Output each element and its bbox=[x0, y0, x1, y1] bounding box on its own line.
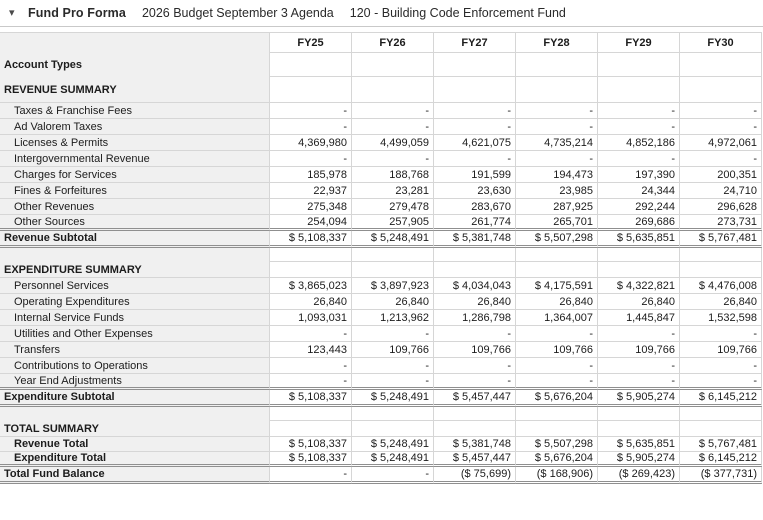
cell-value: - bbox=[434, 358, 516, 374]
cell-value bbox=[270, 248, 352, 262]
cell-value: - bbox=[598, 119, 680, 135]
row-label: Fines & Forfeitures bbox=[0, 183, 270, 199]
cell-value: 1,445,847 bbox=[598, 310, 680, 326]
cell-value: 4,621,075 bbox=[434, 135, 516, 151]
row-label: REVENUE SUMMARY bbox=[0, 77, 270, 103]
table-row bbox=[0, 231, 762, 248]
cell-value: - bbox=[434, 119, 516, 135]
row-label bbox=[0, 248, 270, 262]
cell-value: $ 5,248,491 bbox=[352, 231, 434, 248]
table-row bbox=[0, 310, 762, 326]
cell-value bbox=[434, 77, 516, 103]
cell-value: - bbox=[352, 103, 434, 119]
cell-value: $ 5,635,851 bbox=[598, 437, 680, 452]
cell-value: $ 4,034,043 bbox=[434, 278, 516, 294]
cell-value bbox=[680, 248, 762, 262]
cell-value bbox=[434, 421, 516, 437]
table-row bbox=[0, 407, 762, 421]
cell-value: - bbox=[352, 151, 434, 167]
cell-value: 4,972,061 bbox=[680, 135, 762, 151]
cell-value: $ 5,248,491 bbox=[352, 452, 434, 467]
row-label: Transfers bbox=[0, 342, 270, 358]
column-header-fy29: FY29 bbox=[598, 32, 680, 53]
cell-value: 24,710 bbox=[680, 183, 762, 199]
report-title: Fund Pro Forma bbox=[28, 6, 126, 20]
cell-value: 4,735,214 bbox=[516, 135, 598, 151]
cell-value bbox=[270, 421, 352, 437]
cell-value: 123,443 bbox=[270, 342, 352, 358]
cell-value: 275,348 bbox=[270, 199, 352, 215]
cell-value: $ 5,381,748 bbox=[434, 231, 516, 248]
row-label: TOTAL SUMMARY bbox=[0, 421, 270, 437]
cell-value bbox=[352, 248, 434, 262]
row-label: Revenue Subtotal bbox=[0, 231, 270, 248]
cell-value bbox=[352, 77, 434, 103]
cell-value: 292,244 bbox=[598, 199, 680, 215]
cell-value: 257,905 bbox=[352, 215, 434, 231]
cell-value: 4,369,980 bbox=[270, 135, 352, 151]
cell-value: - bbox=[680, 119, 762, 135]
cell-value: 188,768 bbox=[352, 167, 434, 183]
cell-value: 109,766 bbox=[680, 342, 762, 358]
table-row bbox=[0, 103, 762, 119]
cell-value: 283,670 bbox=[434, 199, 516, 215]
row-label: Operating Expenditures bbox=[0, 294, 270, 310]
cell-value: 269,686 bbox=[598, 215, 680, 231]
cell-value: $ 5,905,274 bbox=[598, 452, 680, 467]
cell-value: - bbox=[680, 358, 762, 374]
cell-value: - bbox=[516, 374, 598, 390]
cell-value: - bbox=[598, 326, 680, 342]
row-label bbox=[0, 407, 270, 421]
table-header-row bbox=[0, 32, 762, 53]
cell-value: $ 5,381,748 bbox=[434, 437, 516, 452]
cell-value: 191,599 bbox=[434, 167, 516, 183]
table-row bbox=[0, 215, 762, 231]
table-row bbox=[0, 119, 762, 135]
row-label: Personnel Services bbox=[0, 278, 270, 294]
cell-value: $ 5,457,447 bbox=[434, 452, 516, 467]
cell-value: ($ 377,731) bbox=[680, 467, 762, 484]
cell-value: 26,840 bbox=[516, 294, 598, 310]
column-header-fy25: FY25 bbox=[270, 32, 352, 53]
cell-value: 200,351 bbox=[680, 167, 762, 183]
cell-value: $ 3,865,023 bbox=[270, 278, 352, 294]
cell-value: - bbox=[434, 103, 516, 119]
cell-value: $ 5,767,481 bbox=[680, 437, 762, 452]
cell-value: 194,473 bbox=[516, 167, 598, 183]
cell-value: 23,630 bbox=[434, 183, 516, 199]
cell-value: ($ 168,906) bbox=[516, 467, 598, 484]
pro-forma-table bbox=[0, 32, 762, 484]
cell-value bbox=[434, 53, 516, 77]
cell-value bbox=[680, 421, 762, 437]
table-row bbox=[0, 183, 762, 199]
cell-value: - bbox=[270, 374, 352, 390]
cell-value bbox=[434, 248, 516, 262]
cell-value bbox=[598, 248, 680, 262]
table-row bbox=[0, 77, 762, 103]
table-row bbox=[0, 151, 762, 167]
cell-value: $ 5,507,298 bbox=[516, 437, 598, 452]
cell-value: - bbox=[516, 103, 598, 119]
row-label-header bbox=[0, 32, 270, 53]
table-row bbox=[0, 294, 762, 310]
cell-value: $ 5,905,274 bbox=[598, 390, 680, 407]
cell-value: $ 4,175,591 bbox=[516, 278, 598, 294]
cell-value: - bbox=[352, 374, 434, 390]
cell-value: $ 5,108,337 bbox=[270, 390, 352, 407]
cell-value: 1,213,962 bbox=[352, 310, 434, 326]
table-row bbox=[0, 167, 762, 183]
table-row bbox=[0, 199, 762, 215]
cell-value: - bbox=[680, 103, 762, 119]
cell-value bbox=[352, 53, 434, 77]
cell-value: 197,390 bbox=[598, 167, 680, 183]
cell-value: - bbox=[352, 358, 434, 374]
row-label: Charges for Services bbox=[0, 167, 270, 183]
column-header-fy30: FY30 bbox=[680, 32, 762, 53]
cell-value: 185,978 bbox=[270, 167, 352, 183]
column-header-fy27: FY27 bbox=[434, 32, 516, 53]
cell-value: $ 5,248,491 bbox=[352, 390, 434, 407]
cell-value: 279,478 bbox=[352, 199, 434, 215]
cell-value: - bbox=[516, 358, 598, 374]
row-label: Licenses & Permits bbox=[0, 135, 270, 151]
cell-value: 26,840 bbox=[434, 294, 516, 310]
cell-value: $ 5,676,204 bbox=[516, 452, 598, 467]
cell-value: - bbox=[270, 119, 352, 135]
cell-value: 109,766 bbox=[516, 342, 598, 358]
row-label: Utilities and Other Expenses bbox=[0, 326, 270, 342]
table-row bbox=[0, 53, 762, 77]
row-label: Other Revenues bbox=[0, 199, 270, 215]
cell-value: 109,766 bbox=[352, 342, 434, 358]
cell-value bbox=[680, 407, 762, 421]
cell-value: 109,766 bbox=[598, 342, 680, 358]
cell-value: 1,532,598 bbox=[680, 310, 762, 326]
cell-value: 26,840 bbox=[352, 294, 434, 310]
cell-value: $ 5,676,204 bbox=[516, 390, 598, 407]
table-row bbox=[0, 326, 762, 342]
cell-value: - bbox=[270, 151, 352, 167]
cell-value bbox=[598, 421, 680, 437]
cell-value: 4,499,059 bbox=[352, 135, 434, 151]
cell-value: - bbox=[680, 326, 762, 342]
row-label: Contributions to Operations bbox=[0, 358, 270, 374]
cell-value: $ 5,507,298 bbox=[516, 231, 598, 248]
cell-value bbox=[598, 77, 680, 103]
table-row bbox=[0, 358, 762, 374]
cell-value bbox=[270, 53, 352, 77]
cell-value: $ 4,322,821 bbox=[598, 278, 680, 294]
cell-value: 273,731 bbox=[680, 215, 762, 231]
cell-value: $ 5,108,337 bbox=[270, 437, 352, 452]
row-label: Other Sources bbox=[0, 215, 270, 231]
cell-value: 4,852,186 bbox=[598, 135, 680, 151]
cell-value: - bbox=[516, 119, 598, 135]
cell-value bbox=[598, 53, 680, 77]
cell-value: - bbox=[680, 374, 762, 390]
table-row bbox=[0, 135, 762, 151]
cell-value bbox=[270, 407, 352, 421]
table-row bbox=[0, 248, 762, 262]
row-label: Taxes & Franchise Fees bbox=[0, 103, 270, 119]
cell-value: 296,628 bbox=[680, 199, 762, 215]
cell-value: 23,985 bbox=[516, 183, 598, 199]
cell-value: - bbox=[270, 467, 352, 484]
cell-value bbox=[598, 262, 680, 278]
cell-value: $ 5,108,337 bbox=[270, 231, 352, 248]
table-row bbox=[0, 374, 762, 390]
cell-value: - bbox=[516, 326, 598, 342]
row-label: Account Types bbox=[0, 53, 270, 77]
row-label: Intergovernmental Revenue bbox=[0, 151, 270, 167]
cell-value bbox=[680, 77, 762, 103]
cell-value bbox=[516, 53, 598, 77]
cell-value: $ 6,145,212 bbox=[680, 390, 762, 407]
row-label: Internal Service Funds bbox=[0, 310, 270, 326]
cell-value: $ 5,457,447 bbox=[434, 390, 516, 407]
cell-value: $ 5,248,491 bbox=[352, 437, 434, 452]
table-row bbox=[0, 467, 762, 484]
row-label: Ad Valorem Taxes bbox=[0, 119, 270, 135]
cell-value: $ 5,108,337 bbox=[270, 452, 352, 467]
cell-value: - bbox=[352, 119, 434, 135]
cell-value: ($ 75,699) bbox=[434, 467, 516, 484]
cell-value: - bbox=[598, 151, 680, 167]
cell-value: - bbox=[598, 358, 680, 374]
column-header-fy28: FY28 bbox=[516, 32, 598, 53]
cell-value: 26,840 bbox=[680, 294, 762, 310]
cell-value: 287,925 bbox=[516, 199, 598, 215]
cell-value bbox=[270, 77, 352, 103]
row-label: Expenditure Total bbox=[0, 452, 270, 467]
cell-value: - bbox=[680, 151, 762, 167]
cell-value: 1,364,007 bbox=[516, 310, 598, 326]
cell-value: - bbox=[516, 151, 598, 167]
cell-value: 24,344 bbox=[598, 183, 680, 199]
row-label: Total Fund Balance bbox=[0, 467, 270, 484]
cell-value bbox=[270, 262, 352, 278]
cell-value: - bbox=[434, 326, 516, 342]
cell-value: - bbox=[270, 326, 352, 342]
cell-value bbox=[680, 262, 762, 278]
cell-value bbox=[352, 421, 434, 437]
cell-value: 261,774 bbox=[434, 215, 516, 231]
cell-value: $ 5,767,481 bbox=[680, 231, 762, 248]
cell-value bbox=[516, 262, 598, 278]
cell-value: 23,281 bbox=[352, 183, 434, 199]
cell-value: - bbox=[434, 374, 516, 390]
cell-value: 109,766 bbox=[434, 342, 516, 358]
cell-value bbox=[516, 248, 598, 262]
column-header-fy26: FY26 bbox=[352, 32, 434, 53]
cell-value: - bbox=[598, 374, 680, 390]
row-label: Expenditure Subtotal bbox=[0, 390, 270, 407]
cell-value bbox=[434, 262, 516, 278]
table-row bbox=[0, 421, 762, 437]
cell-value bbox=[434, 407, 516, 421]
budget-name: 2026 Budget September 3 Agenda bbox=[141, 6, 334, 20]
row-label: Year End Adjustments bbox=[0, 374, 270, 390]
fund-name: 120 - Building Code Enforcement Fund bbox=[349, 6, 566, 20]
cell-value: $ 3,897,923 bbox=[352, 278, 434, 294]
pro-forma-table-body bbox=[0, 53, 762, 484]
titlebar bbox=[0, 0, 763, 27]
cell-value: - bbox=[352, 467, 434, 484]
table-row bbox=[0, 278, 762, 294]
cell-value: ($ 269,423) bbox=[598, 467, 680, 484]
cell-value: - bbox=[270, 103, 352, 119]
cell-value: 22,937 bbox=[270, 183, 352, 199]
cell-value: $ 4,476,008 bbox=[680, 278, 762, 294]
table-row bbox=[0, 342, 762, 358]
cell-value: 26,840 bbox=[598, 294, 680, 310]
row-label: EXPENDITURE SUMMARY bbox=[0, 262, 270, 278]
cell-value bbox=[516, 421, 598, 437]
table-row bbox=[0, 452, 762, 467]
cell-value: 1,286,798 bbox=[434, 310, 516, 326]
cell-value: - bbox=[434, 151, 516, 167]
cell-value: - bbox=[270, 358, 352, 374]
row-label: Revenue Total bbox=[0, 437, 270, 452]
cell-value bbox=[352, 407, 434, 421]
collapse-caret-icon[interactable]: ▾ bbox=[9, 7, 15, 19]
cell-value: $ 6,145,212 bbox=[680, 452, 762, 467]
cell-value: 26,840 bbox=[270, 294, 352, 310]
cell-value bbox=[516, 407, 598, 421]
cell-value: - bbox=[598, 103, 680, 119]
cell-value bbox=[516, 77, 598, 103]
cell-value: $ 5,635,851 bbox=[598, 231, 680, 248]
cell-value: - bbox=[352, 326, 434, 342]
table-row bbox=[0, 262, 762, 278]
table-row bbox=[0, 437, 762, 452]
cell-value bbox=[352, 262, 434, 278]
cell-value bbox=[598, 407, 680, 421]
cell-value: 1,093,031 bbox=[270, 310, 352, 326]
cell-value: 265,701 bbox=[516, 215, 598, 231]
cell-value bbox=[680, 53, 762, 77]
cell-value: 254,094 bbox=[270, 215, 352, 231]
table-row bbox=[0, 390, 762, 407]
